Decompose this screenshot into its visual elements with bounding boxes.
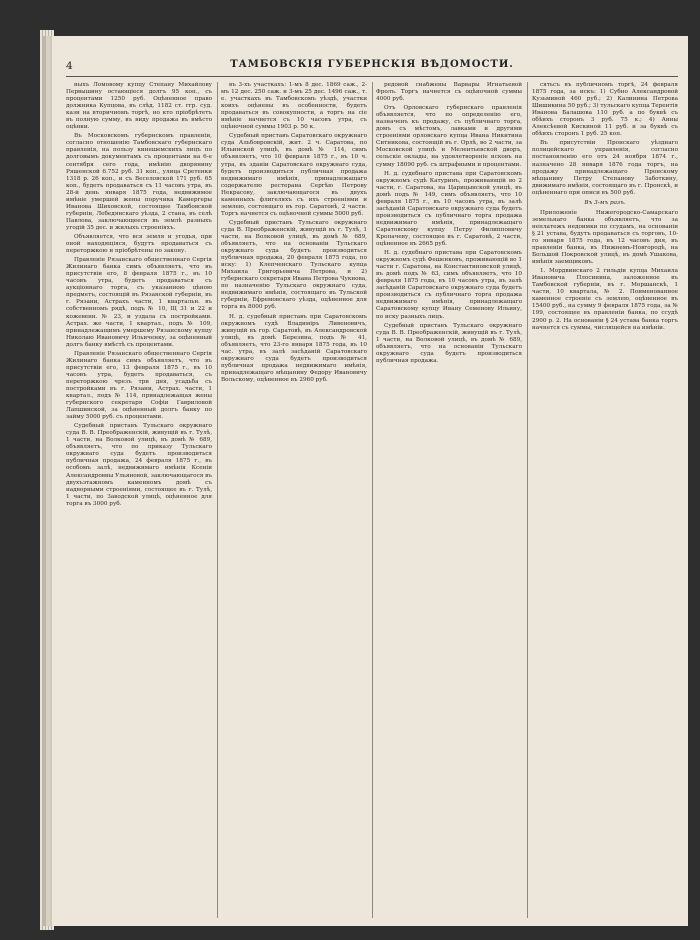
paragraph: Въ присутствіи Пронскаго уѣзднаго полицейскаго управленія, согласно постановленію его отъ 24 ноября 1874 г., назначено 28 января 1876 года торгъ, на продажу принадлежащаго Пронскому мѣщанину Петру Степанову Заботкину, движимаго имѣнія, состоящаго въ г. Пронскѣ, и оцѣненнаго при описи въ 500 руб. <box>532 140 678 196</box>
paragraph: Судебный приставъ Тульскаго окружнаго суда В. В. Преображенскій, живущій въ г. Тулѣ, 1 части, на Волковой улицѣ, въ домѣ № 689, объявляетъ, что на основаніи Тульскаго окружнаго суда будетъ производиться публичная продажа. <box>376 322 522 364</box>
column-2 <box>221 82 367 918</box>
paragraph: 1. Мордвинскаго 2 гильдіи купца Михаила Ивановича Плосинина, заложенное въ Тамбовской губерніи, въ г. Моршанскѣ, 1 части, 10 квартала, № 2. Поименованное каменное строеніе съ землею, оцѣненное въ 15400 руб., на сумму 9 февраля 1875 года, за № 199, состоящее въ правленіи банка, по ссудѣ 2900 р. 2. На основаніи § 24 устава банка торгъ начнется съ суммы, числящейся на имѣніи. <box>532 268 678 331</box>
paragraph: Правленіе Рязанскаго общественнаго Сергія Жилинаго банка симъ объявляетъ, что въ присутствіи его, 13 февраля 1875 г., въ 10 часовъ утра, будетъ продаваться, съ переторжкою чрезъ три дня, усадьба съ постройками въ г. Рязани, Астрах. части, 1 квартал., подъ № 114, принадлежащая жены губернского секретаря Софіи Гавриловой Лапшинской, за оцѣненный долгъ банку по займу 5000 руб. съ процентами. <box>66 350 212 421</box>
paragraph: Судебный приставъ Тульскаго окружнаго суда В. Преображенскій, живущій въ г. Тулѣ, 1 части, на Волковой улицѣ, въ домѣ № 689, объявляетъ, что на основаніи Тульскаго окружнаго суда будетъ производиться публичная продажа, 20 февраля 1875 года, по иску: 1) Клепченскаго Тульскаго купца Михаила Григорьевича Петрова, и 2) губернскаго секретаря Ивана Петрова Чукнова, по назначенію Тульскаго окружнаго суда, недвижимаго имѣнія, состоящаго въ Тульской губерніи, Ефремовскаго уѣзда, оцѣненное для торга въ 8000 руб. <box>221 219 367 311</box>
paragraph: Отъ Орловскаго губернскаго правленія объявляется, что по определенію его, назначенъ къ продажу, съ публичнаго торга, домъ съ мѣстомъ, лавками и другими строеніями орловскаго купца Ивана Никитина Ситникова, состоящій въ г. Орлѣ, во 2 части, за Московской улицѣ и Мелентьевской дворъ, сельскіе оклады, на удовлетвореніе исковъ на сумму 18090 руб. съ штрафными и процентами. <box>376 105 522 168</box>
column-divider <box>217 82 218 918</box>
column-1 <box>66 82 212 918</box>
paragraph: ныхъ Ломовому купцу Степану Михайлову Первышину остающіеся долгъ 95 коп., съ процентами 1250 руб. Оцѣненное право должника Купцова, въ слѣд. 1182 ст. ггр. суд. казн на вторичномъ торгѣ, но кто пріобрѣтетъ въ полную сумму, въ виду продажа въ вмѣсто оцѣнки. <box>66 82 212 131</box>
page-title: ТАМБОВСКІЯ ГУБЕРНСКІЯ ВѢДОМОСТИ. <box>230 59 514 70</box>
text-columns <box>66 82 678 918</box>
paragraph: Судебный приставъ Тульскаго окружнаго суда В. В. Преображенскій, живущій въ г. Тулѣ, 1 части, на Волковой улицѣ, въ домѣ № 689, объявляетъ, что по приказу Тульскаго окружнаго суда будетъ производиться публичная продажа, 24 февраля 1875 г., въ особомъ залѣ, недвижимаго имѣнія Ксеніи Александровны Ульяновой, заключающагося въ двухъэтажномъ каменномъ домѣ съ надворными строеніями, состоящее въ г. Тулѣ, 1 части, по Заводской улицѣ, оцѣненное для торга въ 3000 руб. <box>66 423 212 507</box>
paragraph: Н. д. судебный приставъ при Саратовскомъ окружномъ судѣ Владиміръ Ливеновичъ, живущій въ гор. Саратовѣ, въ Александровской улицѣ, въ домѣ Березина, подъ № 41, объявляетъ, что 23-го января 1875 года, въ 10 час. утра, въ залѣ засѣданій Саратовскаго окружнаго суда будетъ производиться публичная продажа недвижимаго имѣнія, принадлежащаго мѣщанину Федору Ивановичу Вольскому, оцѣненное въ 2960 руб. <box>221 313 367 383</box>
column-divider <box>372 82 373 918</box>
paragraph: Въ Московскомъ губернскомъ правленіи, согласно отношенію Тамбовскаго губернскаго правленія, на пользу кинешемскихъ лицъ по долговымъ документамъ съ процентами на 6-е сентября сего года, имѣнію дворянину Ряшенской 6.752 руб. 31 коп., улица Сретенки 1318 р. 26 коп., и съ Веселовской 171 руб. 65 коп., будетъ продаваться съ 11 часовъ утра, въ 28-й день января 1875 года, недвижимое имѣніе умершей жены поручика Камергеры Иванова Шиховской, состоящее Тамбовской губерніи, Лебедянскаго уѣзда, 2 стана, въ селѣ Павлова, заключающееся въ землѣ разныхъ угодій 35 дес. и жилыхъ строеніяхъ. <box>66 133 212 231</box>
paragraph: Правленіе Рязанскаго общественнаго Сергія Жилинаго банка симъ объявляетъ, что въ присутствіи его, 8 февраля 1875 г., въ 10 часовъ утра, будетъ продаваться съ аукціоннаго торга, съ указанною цѣною предметъ, состоящій въ Рязанской губерніи, въ г. Рязани, Астрахъ части, 1 квартальн. въ собственномъ рядѣ, подъ № 10, Щ 31 и 22 и кожевенн. № 23, и уздала съ постройками. Астрах. же части, 1 квартал., подъ № 109, принадлежащимъ умершему Рязанскому купцу Николаю Ивановичу Ильиченку, за оцѣненный долгъ банку вмѣстѣ съ процентами. <box>66 257 212 348</box>
section-note: Въ 3-мъ разъ. <box>584 199 626 206</box>
paragraph: Н. д. судебнаго пристава при Саратовскомъ окружномъ судѣ Катуринъ, проживающій во 2 части, г. Саратова, на Царицынской улицѣ, въ домѣ подъ № 149, симъ объявляетъ, что 10 февраля 1875 г., въ 10 часовъ утра, въ залѣ засѣданій Саратовскаго окружнаго суда будетъ производиться съ публичнаго торга продажа недвижимаго имѣнія, принадлежащаго Саратовскому купцу Петру Филипповичу Кропачеву, состоящее въ г. Саратовѣ, 2 части, оцѣненное въ 2665 руб. <box>376 170 522 248</box>
page-header <box>66 58 678 76</box>
paragraph: Приложеніе Нижегородско-Самарскаго земельнаго банка объявляетъ, что за неплатежъ недоимки по ссудамъ, на основаніи § 21 устава, будутъ продаваться съ торговъ, 10-го января 1875 года, въ 12 часовъ дня, въ правленіи банка, въ Нижнемъ-Новгородѣ, на Большой Покровской улицѣ, въ домѣ Ушакова, имѣнія заемщиковъ. <box>532 209 678 266</box>
header-rule <box>66 76 678 77</box>
paragraph: Объявляется, что вся земля и угодья, при оной находящіяся, будутъ продаваться съ переторжкою и пріобрѣтены по закону. <box>66 233 212 255</box>
column-4 <box>532 82 678 918</box>
page-number: 4 <box>66 60 73 72</box>
column-divider <box>527 82 528 918</box>
paragraph: редовой снабжены Варвары Игнатьевой Фролъ. Торгъ начнется съ оцѣночной суммы 4000 руб. <box>376 82 522 103</box>
column-3 <box>376 82 522 918</box>
paragraph: въ 3-хъ участкахъ: 1-мъ 8 дес. 1869 саж., 2-мъ 12 дес. 250 саж. и 3-мъ 25 дес. 1496 саж., т. е. участкахъ въ Тамбовскомъ уѣздѣ, участки коихъ оцѣнены въ особенности, будетъ продаваться въ совокупности, а торгъ на сіе имѣніе начнется съ 10 часовъ утра, съ оцѣночной суммы 1903 р. 50 к. <box>221 82 367 131</box>
paragraph: Судебный приставъ Саратовскаго окружнаго суда Альбовровскій, жит. 2 ч. Саратова, по Ильинской улицѣ, въ домѣ № 114, симъ объявляетъ, что 10 февраля 1875 г., въ 10 ч. утра, въ зданіи Саратовскаго окружнаго суда, будетъ производиться публичная продажа недвижимаго имѣнія, принадлежащаго содержателю рестерана Сергѣю Петрову Некрасову, заключающагося въ двухъ каменныхъ флигеляхъ съ ихъ строеніями и землею, состоящаго въ гор. Саратовѣ, 2 части. Торгъ начнется съ оцѣночной суммы 5000 руб. <box>221 133 367 217</box>
paragraph: сятьсъ въ публичномъ торгѣ, 24 февраля 1875 года, за искъ: 1) Субно Александровой Кузьминой 460 руб.; 2) Калинина Петрова Шишикина 50 руб.; 3) тульскаго купца Терентія Иванова Балашова 110 руб. а по буквѣ съ обѣихъ сторонъ 3 руб. 75 к.; 4) Анны Алексѣевой Кискиной 11 руб. и за буквѣ съ обѣихъ сторонъ 1 руб. 25 коп. <box>532 82 678 138</box>
paragraph: Н. д. судебнаго пристава при Саратовскомъ окружномъ судѣ Фешенковъ, проживающій во 1 части г. Саратова, на Константиновской улицѣ, въ домѣ подъ № 63, симъ объявляетъ, что 10 февраля 1875 года, въ 10 часовъ утра, въ залѣ засѣданій Саратовскаго окружнаго суда будетъ производиться съ публичнаго торга продажа недвижимаго имѣнія, принадлежащаго Саратовскому купцу Ивану Семенову Ильину, по иску разныхъ лицъ. <box>376 250 522 320</box>
